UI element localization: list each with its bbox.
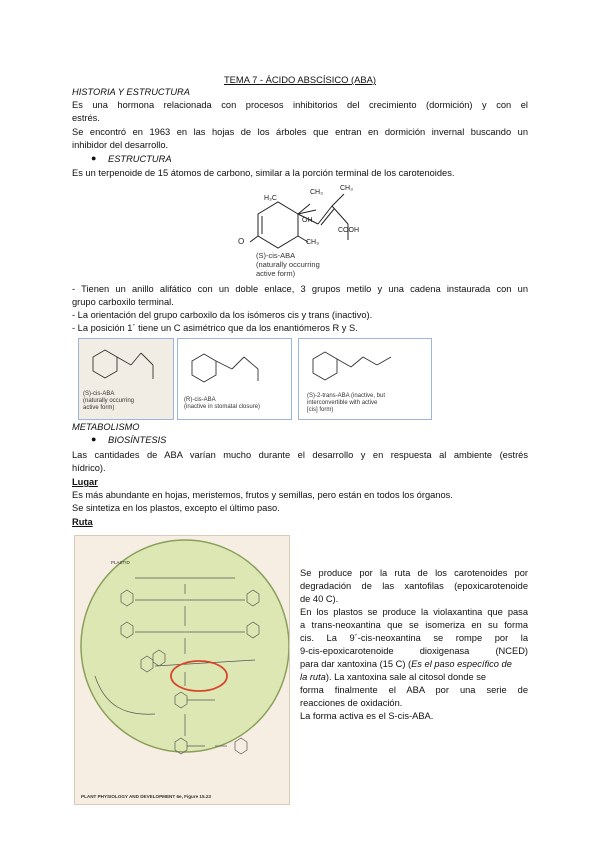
carbonyl-o-label: O xyxy=(238,237,245,246)
heading-metabolismo: METABOLISMO xyxy=(72,422,140,432)
ruta-line-5: a trans-neoxantina que se isomeriza en su forma xyxy=(300,620,528,630)
paragraph-4-line-1: - Tienen un anillo alifático con un doble enlace, 3 grupos metilo y una cadena instaurada con un xyxy=(72,284,528,294)
isomer-2-caption-2: (inactive in stomatal closure) xyxy=(184,404,261,410)
heading-historia: HISTORIA Y ESTRUCTURA xyxy=(72,87,190,97)
paragraph-1-line-2: estrés. xyxy=(72,113,100,123)
oh-label: OH xyxy=(302,217,313,224)
ruta-line-11: reacciones de oxidación. xyxy=(300,698,403,708)
isomer-1-caption-2: (naturally occurring xyxy=(83,398,135,404)
bullet-icon: ● xyxy=(91,153,97,163)
heading-ruta: Ruta xyxy=(72,517,93,527)
fig1-caption-1: (S)-cis-ABA xyxy=(256,251,296,260)
isomer-1-caption-1: (S)-cis-ABA xyxy=(83,391,115,397)
paragraph-7-line-1: Las cantidades de ABA varían mucho durante el desarrollo y en respuesta al ambiente (estrés xyxy=(72,450,528,460)
isomer-1-caption-3: active form) xyxy=(83,405,115,411)
paragraph-3: Es un terpenoide de 15 átomos de carbono, similar a la porción terminal de los carotenoides. xyxy=(72,168,455,178)
aba-structure-figure xyxy=(236,180,366,280)
ruta-line-9-italic: la ruta xyxy=(300,672,326,682)
ruta-line-12: La forma activa es el S-cis-ABA. xyxy=(300,711,434,721)
paragraph-5: - La orientación del grupo carboxilo da los isómeros cis y trans (inactivo). xyxy=(72,310,373,320)
ruta-line-10: forma finalmente el ABA por una serie de xyxy=(300,685,528,695)
ruta-line-8-italic: Es el paso específico de xyxy=(411,659,512,669)
h3c-label: H₃C xyxy=(264,195,277,202)
heading-lugar: Lugar xyxy=(72,477,98,487)
isomer-figure-s-trans xyxy=(298,338,432,420)
ch3-label-bottom: CH₃ xyxy=(306,239,319,246)
page-title: TEMA 7 - ÁCIDO ABSCÍSICO (ABA) xyxy=(223,74,377,85)
ruta-line-2: degradación de las xantofilas (epoxicarotenoide xyxy=(300,581,528,591)
isomer-3-caption-2: interconvertible with active xyxy=(307,400,378,406)
paragraph-6: - La posición 1´ tiene un C asimétrico que da los enantiómeros R y S. xyxy=(72,323,358,333)
paragraph-1-line-1: Es una hormona relacionada con procesos inhibitorios del crecimiento (dormición) y con el xyxy=(72,100,528,110)
ruta-line-9-text: ). La xantoxina sale al citosol donde se xyxy=(325,672,487,682)
ruta-line-8-text: para dar xantoxina (15 C) ( xyxy=(300,659,412,669)
figure-footer: PLANT PHYSIOLOGY AND DEVELOPMENT 6e, Figure 15.23 xyxy=(81,794,211,799)
biosynthesis-pathway-figure xyxy=(74,535,290,805)
isomer-figure-s-cis xyxy=(78,338,174,420)
ruta-line-1: Se produce por la ruta de los carotenoides por xyxy=(300,568,528,578)
fig1-caption-3: active form) xyxy=(256,269,296,278)
fig1-caption-2: (naturally occurring xyxy=(256,260,320,269)
bullet-estructura: ESTRUCTURA xyxy=(108,154,172,164)
bullet-icon: ● xyxy=(91,434,97,444)
ruta-line-6: cis. La 9´-cis-neoxantina se rompe por la xyxy=(300,633,528,643)
isomer-3-caption-1: (S)-2-trans-ABA (inactive, but xyxy=(307,393,386,399)
ch3-label-top: CH₃ xyxy=(310,189,323,196)
plastid-label: PLASTID xyxy=(111,560,130,565)
ruta-line-4: En los plastos se produce la violaxantina que pasa xyxy=(300,607,528,617)
ruta-line-3: de 40 C). xyxy=(300,594,339,604)
paragraph-8: Es más abundante en hojas, meristemos, frutos y semillas, pero están en todos los órganos. xyxy=(72,490,453,500)
ruta-line-7: 9-cis-epoxicarotenoide dioxigenasa (NCED) xyxy=(300,646,528,656)
paragraph-4-line-2: grupo carboxilo terminal. xyxy=(72,297,174,307)
paragraph-7-line-2: hídrico). xyxy=(72,463,106,473)
isomer-2-caption-1: (R)-cis-ABA xyxy=(184,397,216,403)
isomer-figure-r-cis xyxy=(177,338,292,420)
ruta-line-8 xyxy=(300,658,512,670)
bullet-biosintesis: BIOSÍNTESIS xyxy=(108,435,167,445)
cooh-label: COOH xyxy=(338,227,359,234)
ch3-label-right: CH₃ xyxy=(340,185,353,192)
paragraph-2-line-1: Se encontró en 1963 en las hojas de los árboles que entran en dormición invernal buscando un xyxy=(72,127,528,137)
paragraph-2-line-2: inhibidor del desarrollo. xyxy=(72,140,169,150)
isomer-3-caption-3: [cis] form) xyxy=(307,407,334,413)
ruta-line-9 xyxy=(300,671,486,683)
paragraph-9: Se sintetiza en los plastos, excepto el último paso. xyxy=(72,503,280,513)
